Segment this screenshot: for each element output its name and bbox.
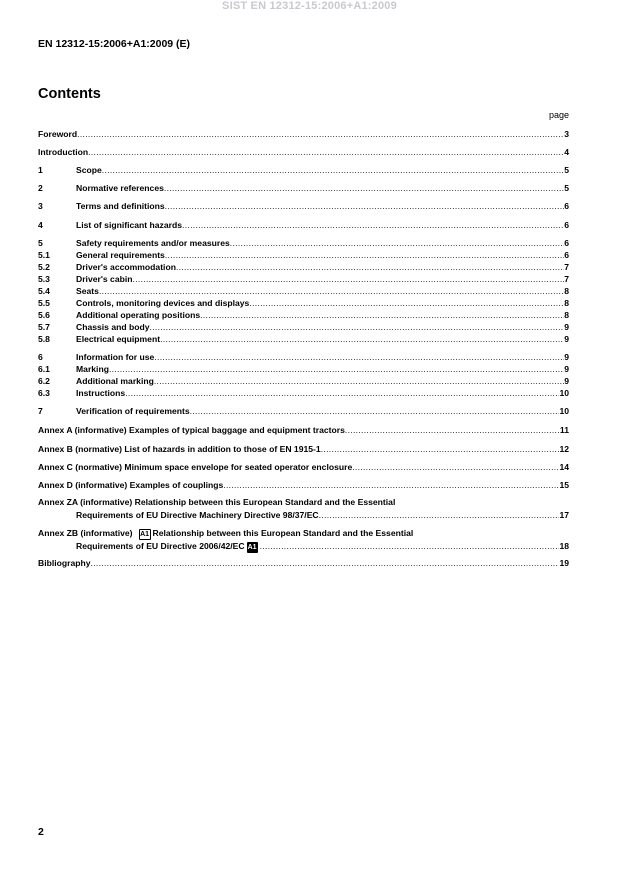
- toc-leader: [102, 165, 564, 175]
- toc-leader: [109, 364, 564, 374]
- toc-page: 9: [564, 322, 569, 332]
- toc-leader: [160, 334, 564, 344]
- toc-title: Verification of requirements: [76, 406, 190, 416]
- toc-page: 8: [564, 298, 569, 308]
- toc-title: Electrical equipment: [76, 334, 161, 344]
- toc-page: 4: [564, 147, 569, 157]
- toc-leader: [223, 480, 559, 490]
- toc-leader: [176, 262, 564, 272]
- toc-number: 5.8: [38, 334, 50, 344]
- toc-entry-6[interactable]: [38, 352, 569, 363]
- toc-leader: [77, 129, 564, 139]
- toc-page: 12: [559, 444, 569, 454]
- toc-title: General requirements: [76, 250, 165, 260]
- toc-number: 6.1: [38, 364, 50, 374]
- toc-number: 2: [38, 183, 43, 193]
- toc-title: Marking: [76, 364, 109, 374]
- toc-entry-5-2[interactable]: [38, 262, 569, 273]
- toc-page: 9: [564, 376, 569, 386]
- toc-title: Additional marking: [76, 376, 154, 386]
- toc-page: 7: [564, 262, 569, 272]
- toc-leader: [154, 376, 564, 386]
- toc-leader: [150, 322, 565, 332]
- toc-entry-5-7[interactable]: [38, 322, 569, 333]
- toc-page: 19: [559, 558, 569, 568]
- amendment-end-icon: A1: [247, 544, 257, 551]
- toc-title: Safety requirements and/or measures: [76, 238, 230, 248]
- toc-number: 5.7: [38, 322, 50, 332]
- toc-leader: [249, 298, 564, 308]
- toc-leader: [154, 352, 564, 362]
- toc-title: Requirements of EU Directive Machinery Directive 98/37/EC: [76, 510, 319, 520]
- toc-leader: [133, 274, 565, 284]
- toc-page: 6: [564, 238, 569, 248]
- toc-page: 6: [564, 201, 569, 211]
- toc-page: 5: [564, 183, 569, 193]
- toc-entry-6-3[interactable]: [38, 388, 569, 399]
- toc-entry-2[interactable]: [38, 183, 569, 194]
- toc-title: Bibliography: [38, 558, 91, 568]
- toc-page: 6: [564, 250, 569, 260]
- toc-title: Seats: [76, 286, 99, 296]
- toc-entry-annex-zb-line2[interactable]: [38, 541, 569, 552]
- page-number: 2: [38, 826, 44, 838]
- toc-entry-5-1[interactable]: [38, 250, 569, 261]
- toc-entry-bibliography[interactable]: [38, 558, 569, 569]
- toc-page: 18: [559, 541, 569, 551]
- toc-leader: [200, 310, 564, 320]
- toc-page: 3: [564, 129, 569, 139]
- toc-title: Additional operating positions: [76, 310, 201, 320]
- toc-title: Annex ZB (informative): [38, 528, 133, 538]
- toc-entry-5-8[interactable]: [38, 334, 569, 345]
- toc-title: Information for use: [76, 352, 155, 362]
- toc-number: 7: [38, 406, 43, 416]
- toc-entry-4[interactable]: [38, 220, 569, 231]
- toc-entry-5-5[interactable]: [38, 298, 569, 309]
- toc-leader: [99, 286, 564, 296]
- toc-entry-1[interactable]: [38, 165, 569, 176]
- toc-title: Driver's accommodation: [76, 262, 176, 272]
- toc-page: 6: [564, 220, 569, 230]
- toc-entry-annex-zb-line1[interactable]: [38, 528, 569, 539]
- toc-leader: [91, 558, 560, 568]
- toc-entry-7[interactable]: [38, 406, 569, 417]
- toc-entry-introduction[interactable]: [38, 147, 569, 158]
- toc-number: 3: [38, 201, 43, 211]
- toc-entry-annex-b[interactable]: [38, 444, 569, 455]
- toc-title: Annex ZA (informative) Relationship between this European Standard and the Essential: [38, 497, 396, 507]
- amendment-start-icon: A1: [140, 531, 150, 538]
- toc-title: Driver's cabin: [76, 274, 133, 284]
- toc-leader: [190, 406, 560, 416]
- toc-leader: [125, 388, 559, 398]
- toc-leader: [321, 444, 560, 454]
- toc-leader: [165, 250, 564, 260]
- toc-page: 15: [559, 480, 569, 490]
- toc-number: 6: [38, 352, 43, 362]
- toc-number: 5.3: [38, 274, 50, 284]
- toc-leader: [182, 220, 564, 230]
- toc-title: Annex C (normative) Minimum space envelope for seated operator enclosure: [38, 462, 353, 472]
- toc-page: 5: [564, 165, 569, 175]
- toc-entry-5-4[interactable]: [38, 286, 569, 297]
- toc-number: 5.6: [38, 310, 50, 320]
- toc-entry-6-2[interactable]: [38, 376, 569, 387]
- toc-page: 17: [559, 510, 569, 520]
- page-title: Contents: [38, 86, 101, 102]
- toc-number: 6.3: [38, 388, 50, 398]
- toc-entry-annex-d[interactable]: [38, 480, 569, 491]
- toc-title: Annex D (informative) Examples of couplings: [38, 480, 224, 490]
- toc-leader: [164, 183, 564, 193]
- toc-page: 8: [564, 286, 569, 296]
- toc-title: Annex B (normative) List of hazards in addition to those of EN 1915-1: [38, 444, 321, 454]
- toc-number: 5.4: [38, 286, 50, 296]
- page-column-label: page: [548, 110, 569, 120]
- toc-number: 5.2: [38, 262, 50, 272]
- toc-page: 7: [564, 274, 569, 284]
- toc-number: 6.2: [38, 376, 50, 386]
- toc-title: List of significant hazards: [76, 220, 183, 230]
- toc-leader: [319, 510, 560, 520]
- toc-title: Instructions: [76, 388, 126, 398]
- toc-page: 8: [564, 310, 569, 320]
- toc-number: 5.1: [38, 250, 50, 260]
- watermark: SIST EN 12312-15:2006+A1:2009: [222, 0, 397, 12]
- toc-leader: [352, 462, 559, 472]
- toc-page: 10: [559, 388, 569, 398]
- document-id: EN 12312-15:2006+A1:2009 (E): [38, 38, 191, 50]
- toc-page: 11: [559, 425, 569, 435]
- toc-number: 5: [38, 238, 43, 248]
- toc-leader: [88, 147, 564, 157]
- toc-entry-6-1[interactable]: [38, 364, 569, 375]
- toc-leader: [345, 425, 560, 435]
- toc-entry-annex-a[interactable]: [38, 425, 569, 436]
- toc-entry-5[interactable]: [38, 238, 569, 249]
- toc-title: Controls, monitoring devices and displays: [76, 298, 250, 308]
- toc-entry-3[interactable]: [38, 201, 569, 212]
- toc-title: Scope: [76, 165, 102, 175]
- toc-title: Foreword: [38, 129, 78, 139]
- toc-title: Normative references: [76, 183, 164, 193]
- toc-number: 1: [38, 165, 43, 175]
- toc-page: 9: [564, 364, 569, 374]
- toc-page: 10: [559, 406, 569, 416]
- toc-title: Terms and definitions: [76, 201, 165, 211]
- toc-page: 14: [559, 462, 569, 472]
- toc-page: 9: [564, 352, 569, 362]
- toc-number: 4: [38, 220, 43, 230]
- toc-title: Introduction: [38, 147, 89, 157]
- toc-leader: [165, 201, 565, 211]
- toc-title: Annex A (informative) Examples of typical baggage and equipment tractors: [38, 425, 345, 435]
- toc-entry-annex-za-line1[interactable]: [38, 497, 569, 508]
- toc-leader: [260, 541, 560, 551]
- toc-entry-foreword[interactable]: [38, 129, 569, 140]
- toc-title: Chassis and body: [76, 322, 150, 332]
- toc-entry-5-3[interactable]: [38, 274, 569, 285]
- toc-page: 9: [564, 334, 569, 344]
- toc-entry-annex-za-line2[interactable]: [38, 510, 569, 521]
- toc-entry-annex-c[interactable]: [38, 462, 569, 473]
- toc-number: 5.5: [38, 298, 50, 308]
- toc-title: Requirements of EU Directive 2006/42/EC: [76, 541, 245, 551]
- toc-entry-5-6[interactable]: [38, 310, 569, 321]
- toc-title: Relationship between this European Standard and the Essential: [152, 528, 414, 538]
- toc-leader: [230, 238, 564, 248]
